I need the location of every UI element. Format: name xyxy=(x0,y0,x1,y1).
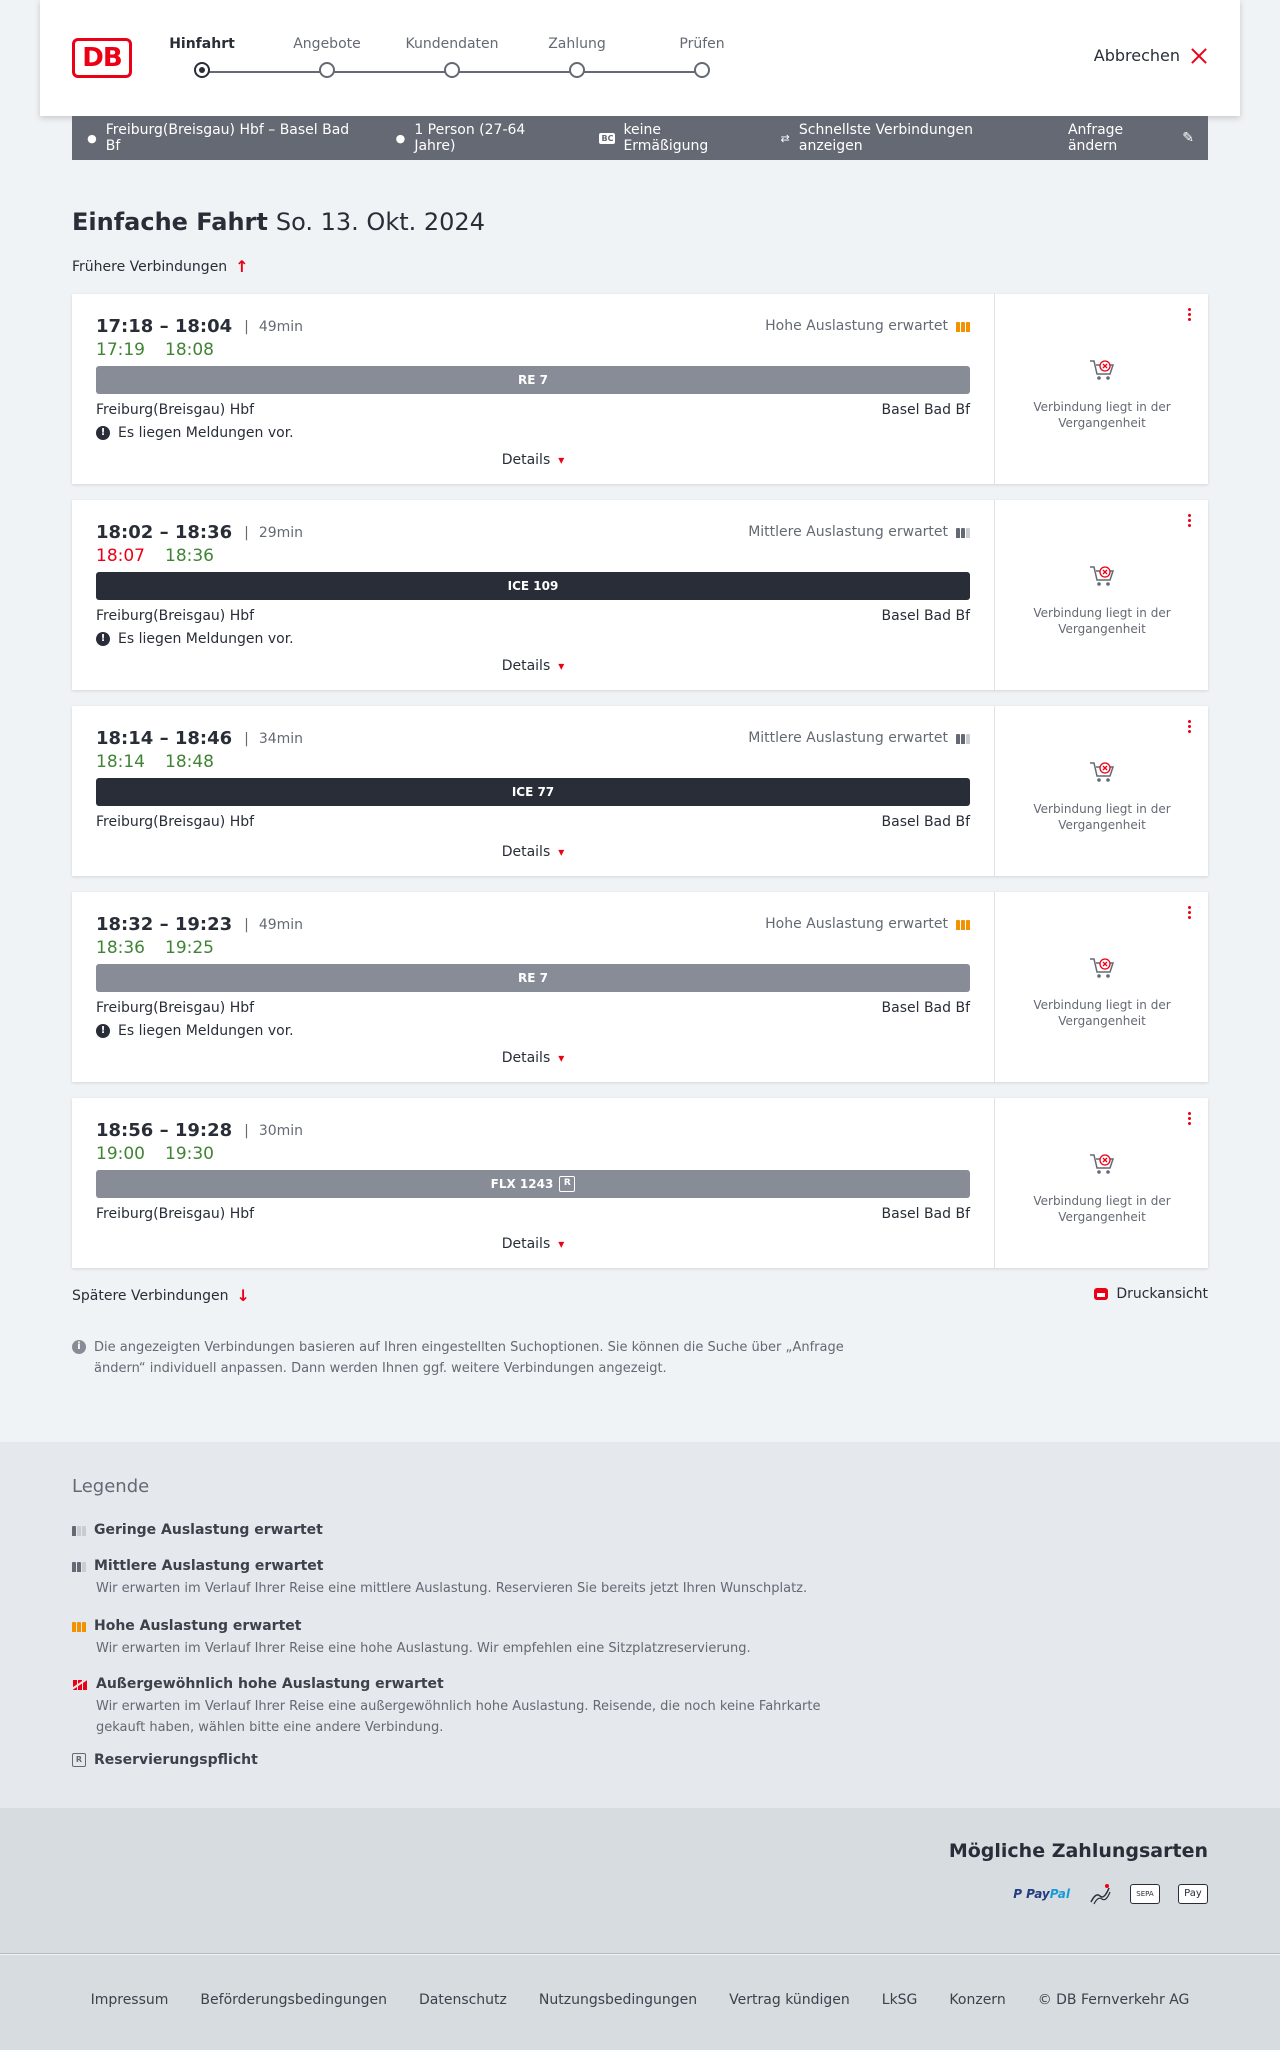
progress-step-label: Angebote xyxy=(293,36,361,52)
connection-main xyxy=(72,1098,994,1268)
occupancy-info xyxy=(748,524,970,540)
search-info-note xyxy=(72,1337,862,1379)
legend-item-description: Wir erwarten im Verlauf Ihrer Reise eine hohe Auslastung. Wir empfehlen eine Sitzplatzreservierung. xyxy=(96,1641,751,1656)
chevron-down-icon: ▾ xyxy=(558,1051,565,1065)
station-row xyxy=(96,402,970,418)
earlier-connections-link[interactable] xyxy=(72,257,249,276)
swap-arrows-icon: ⇄ xyxy=(780,131,790,145)
progress-step-dot xyxy=(319,62,335,78)
more-options-icon[interactable] xyxy=(1188,720,1192,735)
planned-times xyxy=(96,316,303,337)
paypal-logo-a: Pay xyxy=(1026,1887,1050,1901)
occupancy-high-icon xyxy=(956,918,970,930)
applepay-icon xyxy=(1178,1884,1208,1904)
cart-unavailable-icon xyxy=(1087,355,1117,385)
legend-item-label: Mittlere Auslastung erwartet xyxy=(94,1558,324,1574)
legend-item-title xyxy=(72,1676,872,1692)
legend-item xyxy=(72,1618,872,1659)
realtime-times xyxy=(96,1144,214,1164)
station-row xyxy=(96,1000,970,1016)
arrow-up-icon: ↑ xyxy=(235,257,249,276)
chevron-down-icon: ▾ xyxy=(558,453,565,467)
more-options-icon[interactable] xyxy=(1188,308,1192,323)
discount-summary xyxy=(599,122,747,154)
connection-card[interactable] xyxy=(72,294,1208,484)
realtime-times xyxy=(96,546,214,566)
occupancy-text: Hohe Auslastung erwartet xyxy=(765,916,948,932)
footer xyxy=(0,1955,1280,2050)
realtime-departure: 18:07 xyxy=(96,546,145,566)
chevron-down-icon: ▾ xyxy=(558,845,565,859)
occupancy-medium-icon xyxy=(72,1560,86,1572)
footer-link[interactable]: Beförderungsbedingungen xyxy=(200,1991,387,2008)
exclamation-icon: ! xyxy=(96,426,110,440)
realtime-arrival: 18:36 xyxy=(165,546,214,566)
legend-item-title xyxy=(72,1558,872,1574)
realtime-arrival: 18:08 xyxy=(165,340,214,360)
notice-message xyxy=(96,631,294,647)
destination-station: Basel Bad Bf xyxy=(881,1000,970,1016)
footer-link[interactable]: Nutzungsbedingungen xyxy=(538,1991,698,2008)
footer-link[interactable]: Impressum xyxy=(90,1991,169,2008)
destination-station: Basel Bad Bf xyxy=(881,608,970,624)
route-summary xyxy=(86,122,363,154)
progress-step-label: Zahlung xyxy=(548,36,606,52)
applepay-label: Pay xyxy=(1184,1888,1202,1899)
more-options-icon[interactable] xyxy=(1188,514,1192,529)
separator: | xyxy=(244,524,249,541)
payment-methods xyxy=(0,1808,1280,1954)
past-connection-status xyxy=(995,757,1209,833)
occupancy-extreme-icon xyxy=(72,1678,88,1690)
booking-panel xyxy=(994,892,1208,1082)
legend-title: Legende xyxy=(72,1476,150,1497)
progress-step xyxy=(392,34,512,78)
notice-text: Es liegen Meldungen vor. xyxy=(118,631,294,647)
info-icon: i xyxy=(72,1340,86,1354)
progress-step xyxy=(142,34,262,78)
duration: 49min xyxy=(258,916,304,933)
details-label: Details xyxy=(501,658,551,674)
train-segment-bar[interactable] xyxy=(96,964,970,992)
connection-card[interactable] xyxy=(72,706,1208,876)
connection-card[interactable] xyxy=(72,500,1208,690)
arrow-down-icon: ↓ xyxy=(236,1286,250,1305)
later-label: Spätere Verbindungen xyxy=(72,1287,229,1304)
connection-main xyxy=(72,500,994,690)
more-options-icon[interactable] xyxy=(1188,906,1192,921)
page-title xyxy=(72,208,485,236)
chevron-down-icon: ▾ xyxy=(558,659,565,673)
db-logo[interactable] xyxy=(72,38,132,78)
occupancy-text: Hohe Auslastung erwartet xyxy=(765,318,948,334)
past-connection-status xyxy=(995,355,1209,431)
realtime-arrival: 19:25 xyxy=(165,938,214,958)
planned-time-range: 17:18 – 18:04 xyxy=(96,316,233,337)
details-label: Details xyxy=(501,1050,551,1066)
progress-step-dot xyxy=(569,62,585,78)
exclamation-icon: ! xyxy=(96,632,110,646)
progress-step xyxy=(642,34,762,78)
direct-debit-icon xyxy=(1088,1882,1112,1906)
cancel-label: Abbrechen xyxy=(1093,46,1180,65)
train-name: ICE 77 xyxy=(511,785,555,799)
details-label: Details xyxy=(501,1236,551,1252)
occupancy-medium-icon xyxy=(956,732,970,744)
legend-item-title xyxy=(72,1752,872,1768)
search-info-text: Die angezeigten Verbindungen basieren auf Ihren eingestellten Suchoptionen. Sie können die Suche über „Anfrage ändern“ individuell anpassen. Dann werden Ihnen ggf. weitere Verbindungen angezeigt. xyxy=(94,1340,844,1376)
train-segment-bar[interactable] xyxy=(96,778,970,806)
occupancy-high-icon xyxy=(956,320,970,332)
person-icon: ● xyxy=(395,131,406,145)
past-status-text: Verbindung liegt in der Vergangenheit xyxy=(1033,606,1171,636)
reservation-required-icon: R xyxy=(559,1176,575,1192)
details-toggle[interactable] xyxy=(72,658,994,674)
db-logo-text: DB xyxy=(82,43,122,73)
realtime-departure: 18:36 xyxy=(96,938,145,958)
trip-type: Einfache Fahrt xyxy=(72,208,268,236)
occupancy-text: Mittlere Auslastung erwartet xyxy=(748,730,948,746)
payment-logos xyxy=(1013,1882,1208,1906)
occupancy-info xyxy=(765,318,970,334)
train-segment-bar[interactable] xyxy=(96,366,970,394)
occupancy-high-icon xyxy=(72,1620,86,1632)
past-status-text: Verbindung liegt in der Vergangenheit xyxy=(1033,998,1171,1028)
train-name: RE 7 xyxy=(518,971,548,985)
cart-unavailable-icon xyxy=(1087,757,1117,787)
exclamation-icon: ! xyxy=(96,1024,110,1038)
duration: 29min xyxy=(258,524,304,541)
earlier-label: Frühere Verbindungen xyxy=(72,258,228,275)
planned-time-range: 18:14 – 18:46 xyxy=(96,728,233,749)
printer-icon xyxy=(1094,1288,1108,1300)
bahncard-icon: BC xyxy=(601,133,614,143)
legend-item xyxy=(72,1676,872,1738)
connection-card[interactable] xyxy=(72,892,1208,1082)
more-options-icon[interactable] xyxy=(1188,1112,1192,1127)
station-row xyxy=(96,608,970,624)
occupancy-info xyxy=(748,730,970,746)
payment-title: Mögliche Zahlungsarten xyxy=(948,1840,1208,1862)
print-view-link[interactable] xyxy=(1094,1286,1208,1302)
details-label: Details xyxy=(501,452,551,468)
separator: | xyxy=(244,730,249,747)
legend-item-description: Wir erwarten im Verlauf Ihrer Reise eine außergewöhnlich hohe Auslastung. Reisende, die noch keine Fahrkarte gekauft haben, wählen bitte eine andere Verbindung. xyxy=(96,1699,821,1735)
legend-item xyxy=(72,1558,872,1599)
planned-times xyxy=(96,728,303,749)
footer-link[interactable]: LkSG xyxy=(881,1991,918,2008)
booking-panel xyxy=(994,1098,1208,1268)
duration: 34min xyxy=(258,730,304,747)
paypal-icon: P PayPal xyxy=(1013,1887,1070,1901)
duration: 49min xyxy=(258,318,304,335)
notice-text: Es liegen Meldungen vor. xyxy=(118,425,294,441)
notice-message xyxy=(96,1023,294,1039)
notice-message xyxy=(96,425,294,441)
origin-station: Freiburg(Breisgau) Hbf xyxy=(96,1206,255,1222)
occupancy-medium-icon xyxy=(956,526,970,538)
notice-text: Es liegen Meldungen vor. xyxy=(118,1023,294,1039)
search-summary-bar xyxy=(72,116,1208,160)
origin-station: Freiburg(Breisgau) Hbf xyxy=(96,1000,255,1016)
legend-item-label: Geringe Auslastung erwartet xyxy=(94,1522,323,1538)
cart-unavailable-icon xyxy=(1087,1149,1117,1179)
footer-link[interactable]: Datenschutz xyxy=(418,1991,507,2008)
close-icon xyxy=(1190,47,1208,65)
train-name: RE 7 xyxy=(518,373,548,387)
past-status-text: Verbindung liegt in der Vergangenheit xyxy=(1033,802,1171,832)
realtime-times xyxy=(96,340,214,360)
legend-item xyxy=(72,1522,872,1538)
footer-link[interactable]: Vertrag kündigen xyxy=(729,1991,850,2008)
occupancy-info xyxy=(765,916,970,932)
footer-link[interactable]: © DB Fernverkehr AG xyxy=(1037,1991,1190,2008)
planned-time-range: 18:56 – 19:28 xyxy=(96,1120,233,1141)
destination-station: Basel Bad Bf xyxy=(881,402,970,418)
planned-times xyxy=(96,1120,303,1141)
cart-unavailable-icon xyxy=(1087,953,1117,983)
realtime-departure: 19:00 xyxy=(96,1144,145,1164)
realtime-times xyxy=(96,752,214,772)
discount-text: keine Ermäßigung xyxy=(623,122,709,154)
past-connection-status xyxy=(995,561,1209,637)
progress-step xyxy=(517,34,637,78)
connection-main xyxy=(72,294,994,484)
realtime-departure: 17:19 xyxy=(96,340,145,360)
planned-times xyxy=(96,914,303,935)
train-segment-bar[interactable] xyxy=(96,572,970,600)
separator: | xyxy=(244,916,249,933)
connection-main xyxy=(72,706,994,876)
connection-main xyxy=(72,892,994,1082)
origin-station: Freiburg(Breisgau) Hbf xyxy=(96,402,255,418)
origin-station: Freiburg(Breisgau) Hbf xyxy=(96,608,255,624)
later-connections-link[interactable] xyxy=(72,1286,250,1305)
progress-step-label: Hinfahrt xyxy=(169,36,235,52)
past-status-text: Verbindung liegt in der Vergangenheit xyxy=(1033,1194,1171,1224)
cancel-button[interactable] xyxy=(1094,46,1208,65)
details-toggle[interactable] xyxy=(72,844,994,860)
progress-step xyxy=(267,34,387,78)
details-toggle[interactable] xyxy=(72,452,994,468)
header xyxy=(40,0,1240,116)
progress-step-dot xyxy=(194,62,210,78)
destination-station: Basel Bad Bf xyxy=(881,1206,970,1222)
past-connection-status xyxy=(995,953,1209,1029)
paypal-logo-b: Pal xyxy=(1049,1887,1070,1901)
legend-item-label: Reservierungspflicht xyxy=(94,1752,258,1768)
realtime-arrival: 18:48 xyxy=(165,752,214,772)
legend-item-description: Wir erwarten im Verlauf Ihrer Reise eine mittlere Auslastung. Reservieren Sie bereits jetzt Ihren Wunschplatz. xyxy=(96,1581,808,1596)
station-row xyxy=(96,814,970,830)
connection-card[interactable] xyxy=(72,1098,1208,1268)
booking-panel xyxy=(994,294,1208,484)
cart-unavailable-icon xyxy=(1087,561,1117,591)
route-text: Freiburg(Breisgau) Hbf – Basel Bad Bf xyxy=(105,122,350,154)
change-request-label: Anfrage ändern xyxy=(1067,122,1124,154)
origin-station: Freiburg(Breisgau) Hbf xyxy=(96,814,255,830)
progress-step-label: Prüfen xyxy=(679,36,725,52)
progress-step-dot xyxy=(444,62,460,78)
past-connection-status xyxy=(995,1149,1209,1225)
details-toggle[interactable] xyxy=(72,1050,994,1066)
details-label: Details xyxy=(501,844,551,860)
legend-item-label: Hohe Auslastung erwartet xyxy=(94,1618,302,1634)
details-toggle[interactable] xyxy=(72,1236,994,1252)
fastest-toggle[interactable] xyxy=(779,122,1036,154)
occupancy-low-icon xyxy=(72,1524,86,1536)
sepa-icon: SEPA xyxy=(1130,1884,1160,1904)
booking-panel xyxy=(994,706,1208,876)
separator: | xyxy=(244,1122,249,1139)
separator: | xyxy=(244,318,249,335)
traveller-text: 1 Person (27-64 Jahre) xyxy=(414,122,526,154)
footer-link[interactable]: Konzern xyxy=(949,1991,1006,2008)
legend-item-title xyxy=(72,1618,872,1634)
location-pin-icon: ● xyxy=(87,131,97,145)
destination-station: Basel Bad Bf xyxy=(881,814,970,830)
occupancy-text: Mittlere Auslastung erwartet xyxy=(748,524,948,540)
legend-item-title xyxy=(72,1522,872,1538)
planned-times xyxy=(96,522,303,543)
duration: 30min xyxy=(258,1122,304,1139)
past-status-text: Verbindung liegt in der Vergangenheit xyxy=(1033,400,1171,430)
legend-section xyxy=(0,1442,1280,1808)
legend-item xyxy=(72,1752,872,1768)
traveller-summary xyxy=(395,122,568,154)
booking-panel xyxy=(994,500,1208,690)
change-request-button[interactable] xyxy=(1068,122,1194,154)
print-label: Druckansicht xyxy=(1116,1286,1208,1302)
planned-time-range: 18:32 – 19:23 xyxy=(96,914,233,935)
realtime-times xyxy=(96,938,214,958)
station-row xyxy=(96,1206,970,1222)
reservation-required-icon: R xyxy=(72,1753,86,1767)
trip-date: So. 13. Okt. 2024 xyxy=(275,208,485,236)
progress-steps xyxy=(169,34,790,94)
progress-step-label: Kundendaten xyxy=(405,36,499,52)
train-name: FLX 1243 xyxy=(490,1177,554,1191)
chevron-down-icon: ▾ xyxy=(558,1237,565,1251)
train-segment-bar[interactable] xyxy=(96,1170,970,1198)
planned-time-range: 18:02 – 18:36 xyxy=(96,522,233,543)
realtime-departure: 18:14 xyxy=(96,752,145,772)
fastest-text: Schnellste Verbindungen anzeigen xyxy=(798,122,974,154)
pencil-icon: ✎ xyxy=(1182,130,1195,146)
progress-step-dot xyxy=(694,62,710,78)
legend-item-label: Außergewöhnlich hohe Auslastung erwartet xyxy=(96,1676,444,1692)
train-name: ICE 109 xyxy=(507,579,559,593)
realtime-arrival: 19:30 xyxy=(165,1144,214,1164)
